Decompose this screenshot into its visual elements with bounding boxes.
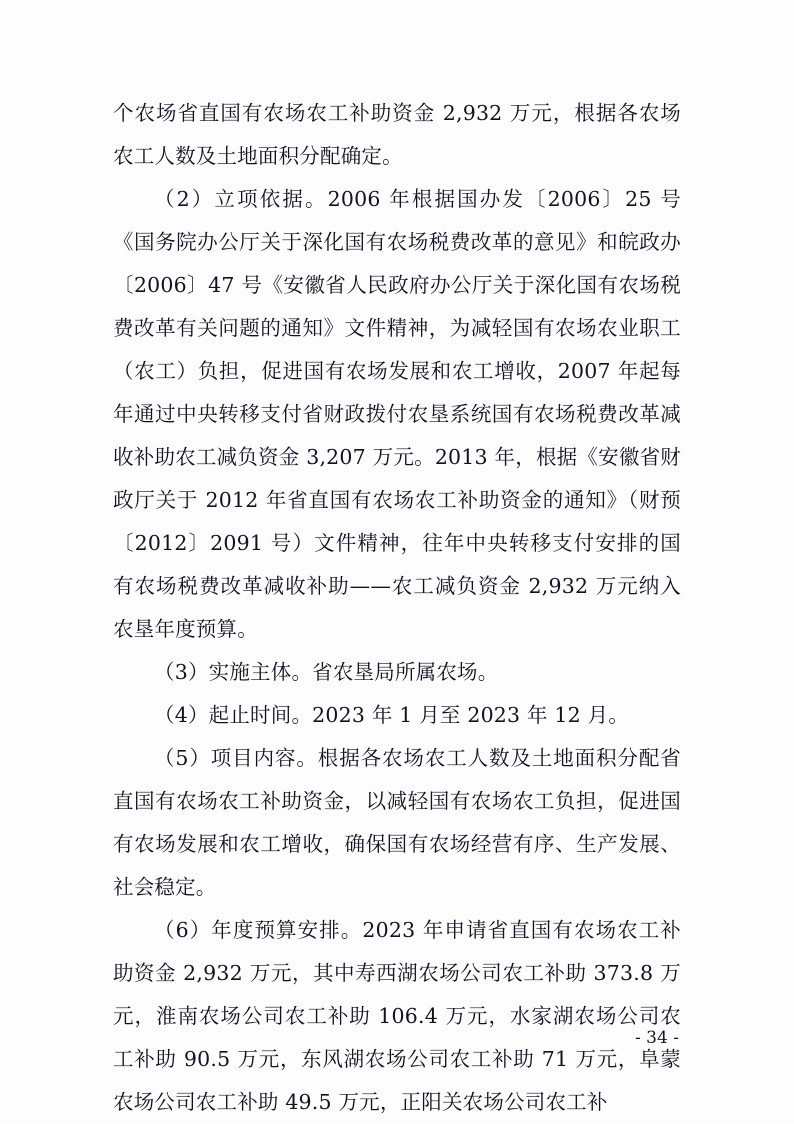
paragraph-4: （4）起止时间。2023 年 1 月至 2023 年 12 月。 (154, 703, 630, 727)
page-number-label: - 34 - (635, 1028, 679, 1048)
paragraph-5: （5）项目内容。根据各农场农工人数及土地面积分配省直国有农场农工补助资金，以减轻国有农场农工负担，促进国有农场发展和农工增收，确保国有农场经营有序、生产发展、社会稳定。 (113, 746, 681, 899)
paragraph-3: （3）实施主体。省农垦局所属农场。 (154, 660, 499, 684)
page-number (0, 1028, 794, 1048)
document-body (113, 92, 681, 1124)
paragraph-6: （6）年度预算安排。2023 年申请省直国有农场农工补助资金 2,932 万元，其中寿西湖农场公司农工补助 373.8 万元，淮南农场公司农工补助 106.4 万元，水家湖农场公司农工补助 90.5 万元，东风湖农场公司农工补助 71 万元，阜蒙农场公司农工补助 49.5 万元，正阳关农场公司农工补 (113, 918, 681, 1114)
paragraph-2: （2）立项依据。2006 年根据国办发〔2006〕25 号《国务院办公厅关于深化国有农场税费改革的意见》和皖政办〔2006〕47 号《安徽省人民政府办公厅关于深化国有农场税费改革有关问题的通知》文件精神，为减轻国有农场农业职工（农工）负担，促进国有农场发展和农工增收，2007 年起每年通过中央转移支付省财政拨付农垦系统国有农场税费改革减收补助农工减负资金 3,207 万元。2013 年，根据《安徽省财政厅关于 2012 年省直国有农场农工补助资金的通知》（财预〔2012〕2091 号）文件精神，往年中央转移支付安排的国有农场税费改革减收补助——农工减负资金 2,932 万元纳入农垦年度预算。 (113, 187, 681, 641)
paragraph-1: 个农场省直国有农场农工补助资金 2,932 万元，根据各农场农工人数及土地面积分配确定。 (113, 101, 681, 168)
